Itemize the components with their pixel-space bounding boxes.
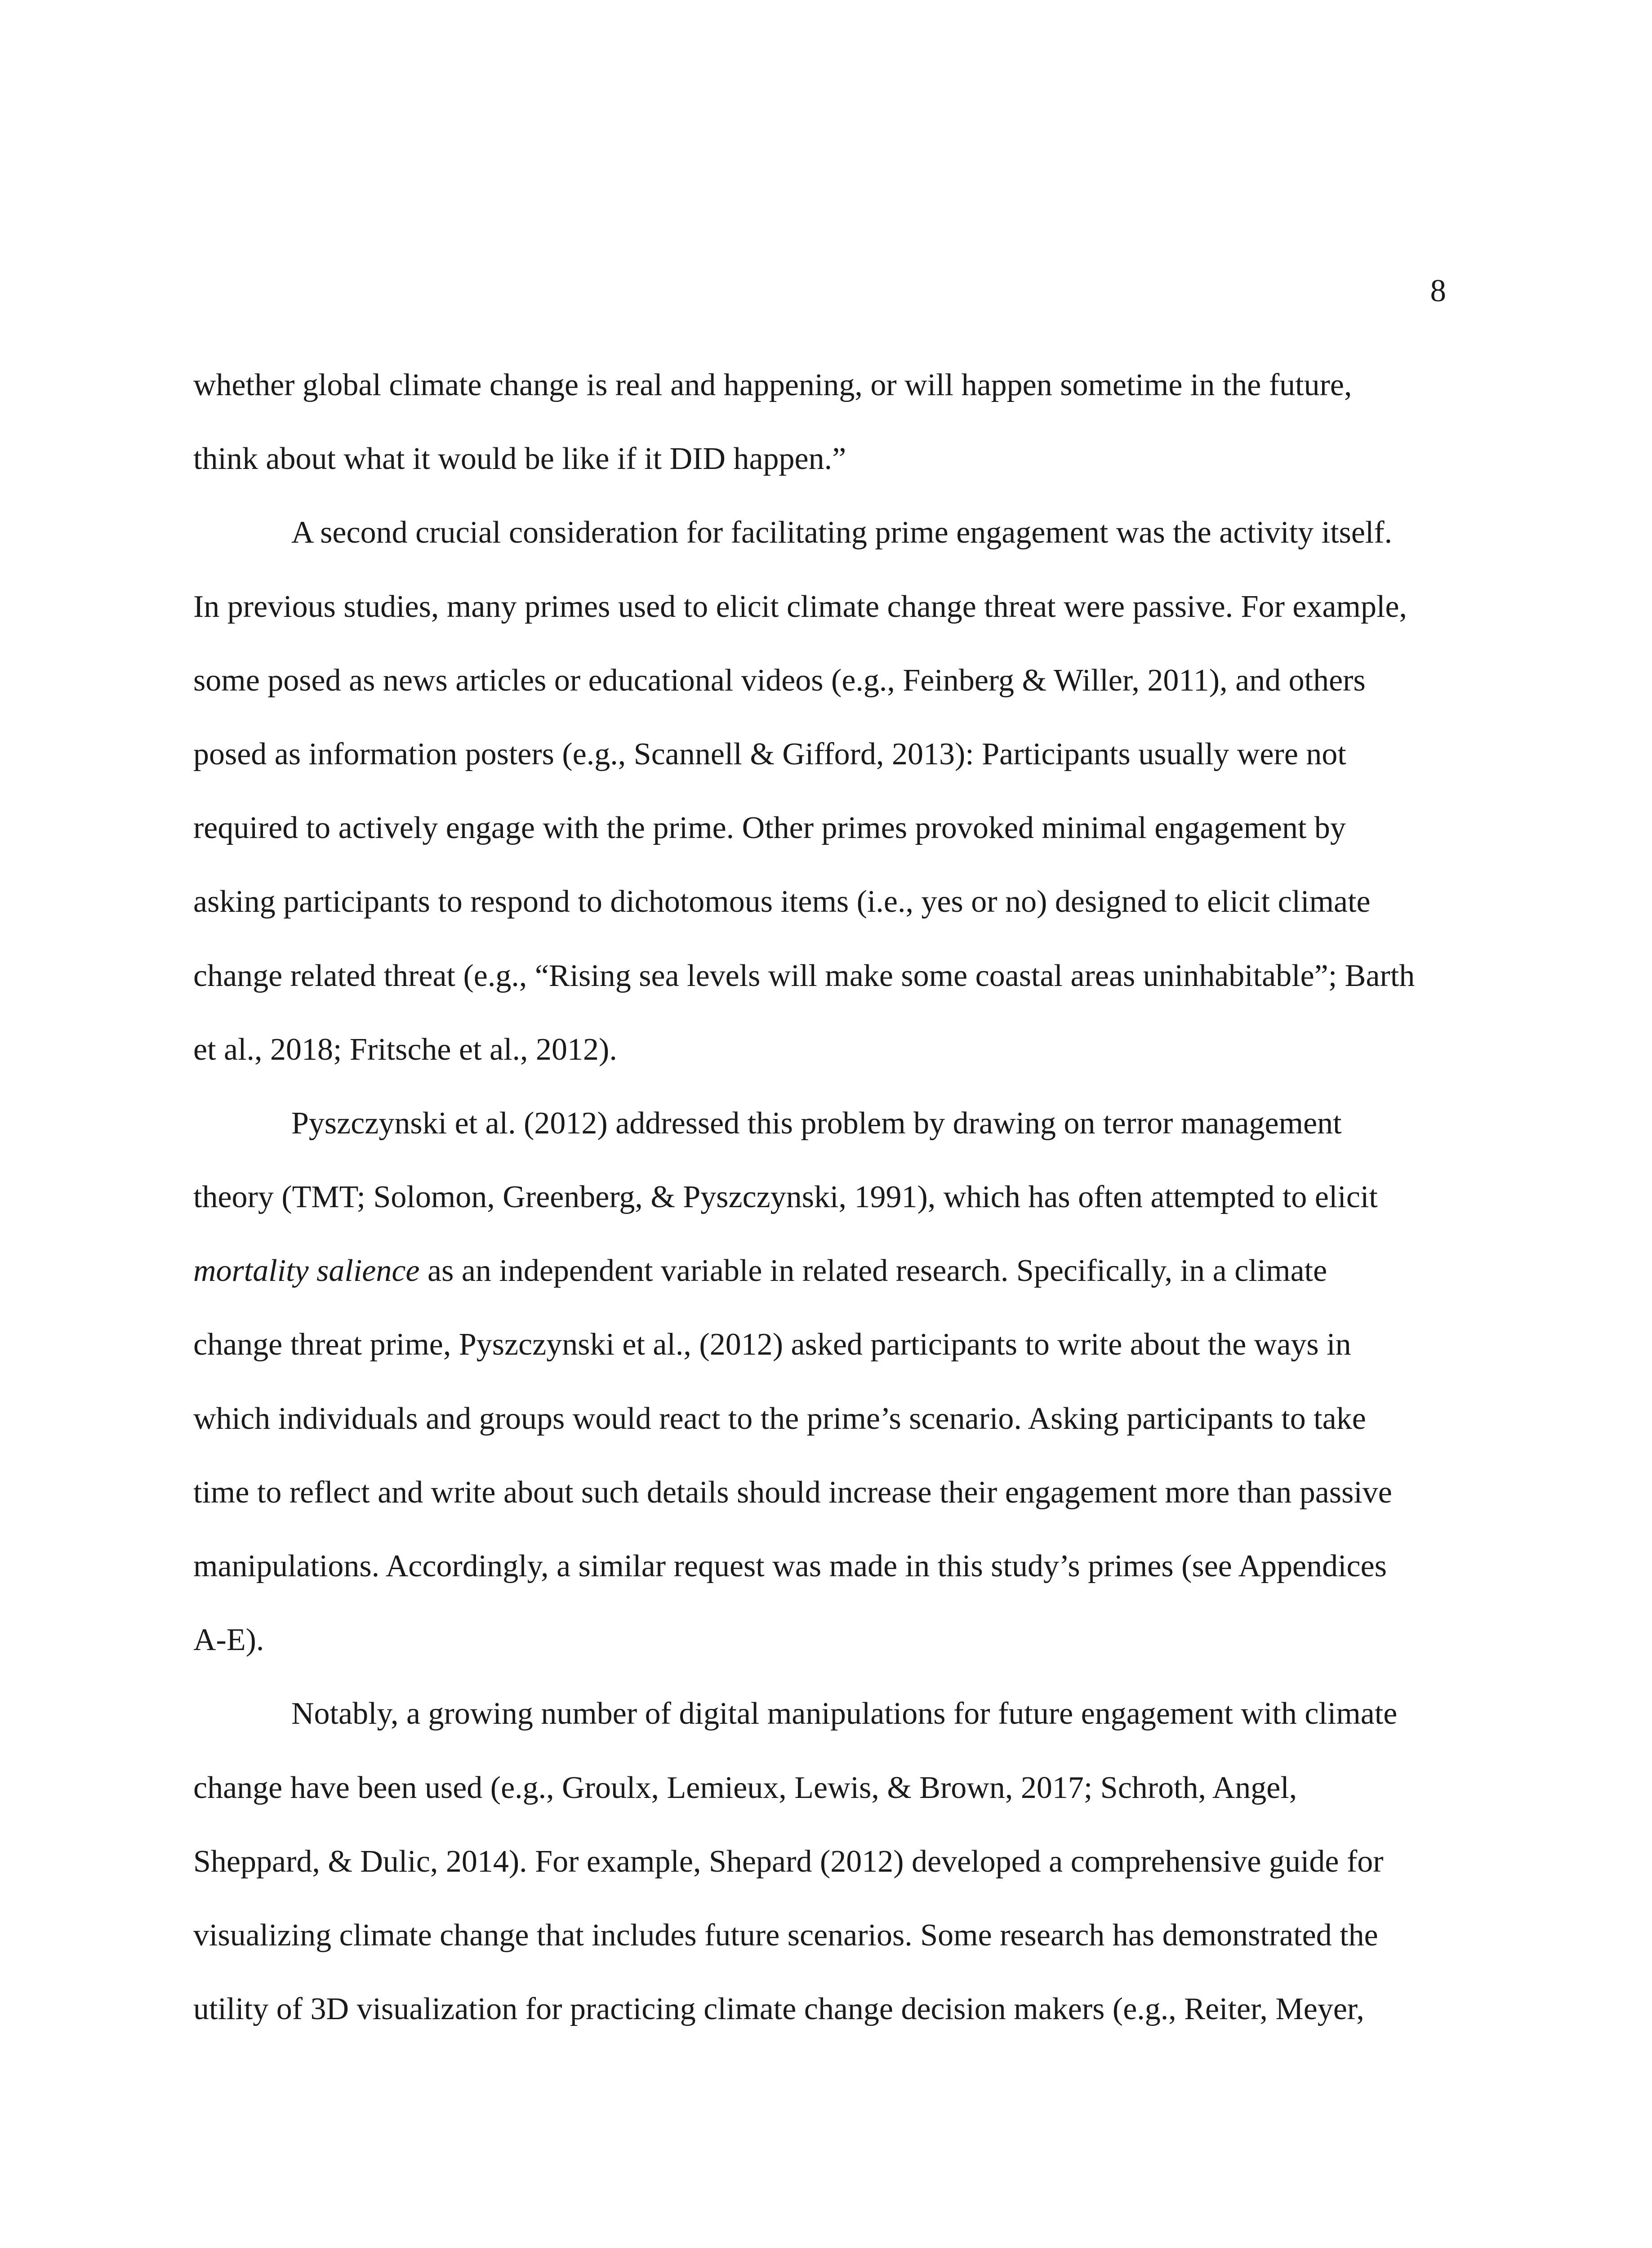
text-line: In previous studies, many primes used to elicit climate change threat were passive. For example, bbox=[193, 589, 1407, 624]
body-text bbox=[193, 370, 1468, 2067]
text-line: utility of 3D visualization for practicing climate change decision makers (e.g., Reiter, Meyer, bbox=[193, 1992, 1364, 2027]
text-line: et al., 2018; Fritsche et al., 2012). bbox=[193, 1032, 617, 1067]
line-remainder: as an independent variable in related research. Specifically, in a climate bbox=[419, 1253, 1327, 1289]
paragraph-start-line: Pyszczynski et al. (2012) addressed this problem by drawing on terror management bbox=[291, 1106, 1342, 1141]
text-line: think about what it would be like if it DID happen.” bbox=[193, 442, 846, 477]
text-line: asking participants to respond to dichotomous items (i.e., yes or no) designed to elicit climate bbox=[193, 884, 1371, 919]
text-line: visualizing climate change that includes future scenarios. Some research has demonstrated the bbox=[193, 1918, 1378, 1953]
text-line: whether global climate change is real and happening, or will happen sometime in the future, bbox=[193, 368, 1352, 402]
text-line: posed as information posters (e.g., Scannell & Gifford, 2013): Participants usually were not bbox=[193, 736, 1346, 772]
text-line: Sheppard, & Dulic, 2014). For example, Shepard (2012) developed a comprehensive guide for bbox=[193, 1844, 1384, 1879]
page-number: 8 bbox=[1430, 273, 1446, 308]
text-line: A-E). bbox=[193, 1623, 264, 1658]
paragraph-start-line: A second crucial consideration for facilitating prime engagement was the activity itself. bbox=[291, 515, 1393, 550]
italic-term: mortality salience bbox=[193, 1253, 420, 1289]
text-line: theory (TMT; Solomon, Greenberg, & Pyszczynski, 1991), which has often attempted to elicit bbox=[193, 1180, 1378, 1215]
text-line: time to reflect and write about such details should increase their engagement more than passive bbox=[193, 1475, 1392, 1510]
text-line: some posed as news articles or educational videos (e.g., Feinberg & Willer, 2011), and others bbox=[193, 663, 1366, 698]
text-line: required to actively engage with the prime. Other primes provoked minimal engagement by bbox=[193, 811, 1346, 846]
text-line: change threat prime, Pyszczynski et al., (2012) asked participants to write about the ways in bbox=[193, 1327, 1351, 1362]
text-line: change related threat (e.g., “Rising sea levels will make some coastal areas uninhabitable”; Barth bbox=[193, 958, 1415, 993]
paragraph-start-line: Notably, a growing number of digital manipulations for future engagement with climate bbox=[291, 1696, 1398, 1731]
text-line: manipulations. Accordingly, a similar request was made in this study’s primes (see Appendices bbox=[193, 1549, 1387, 1583]
text-line-with-italic bbox=[193, 1255, 1468, 1329]
text-line: change have been used (e.g., Groulx, Lemieux, Lewis, & Brown, 2017; Schroth, Angel, bbox=[193, 1770, 1297, 1805]
text-line: which individuals and groups would react to the prime’s scenario. Asking participants to take bbox=[193, 1401, 1366, 1436]
